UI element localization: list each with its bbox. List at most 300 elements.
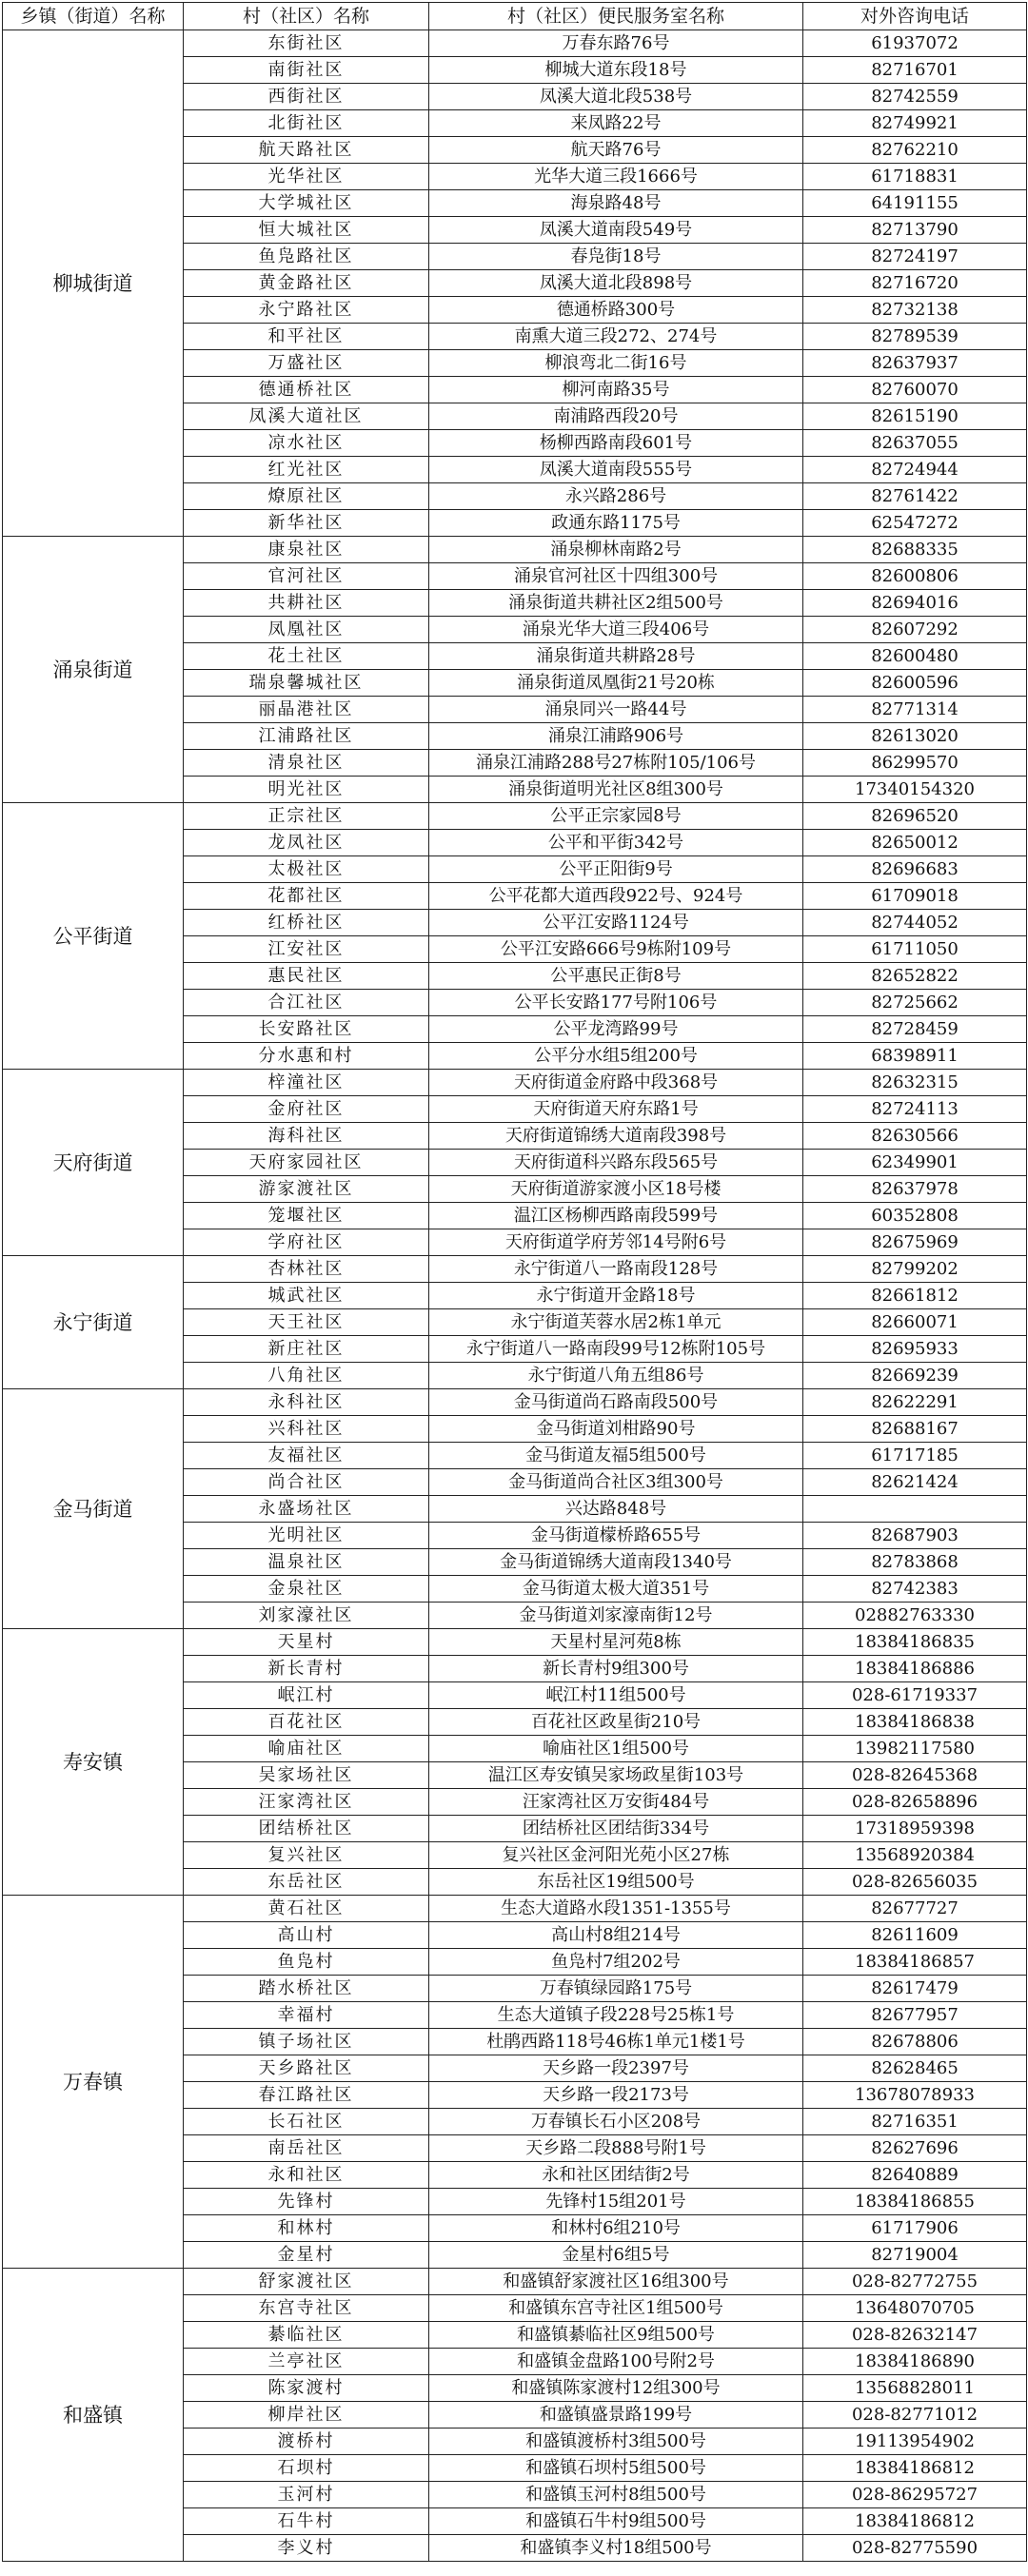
community-name: 城武社区 xyxy=(184,1283,429,1309)
office-address: 永兴路286号 xyxy=(429,483,803,510)
phone-number: 82725662 xyxy=(803,990,1027,1016)
phone-number: 82762210 xyxy=(803,137,1027,164)
office-address: 公平江安路666号9栋附109号 xyxy=(429,936,803,963)
phone-number: 82630566 xyxy=(803,1123,1027,1150)
community-name: 东宫寺社区 xyxy=(184,2295,429,2322)
office-address: 海泉路48号 xyxy=(429,190,803,217)
community-name: 万盛社区 xyxy=(184,350,429,377)
office-address: 生态大道路水段1351-1355号 xyxy=(429,1896,803,1922)
town-name: 金马街道 xyxy=(3,1389,184,1629)
community-name: 黄石社区 xyxy=(184,1896,429,1922)
office-address: 永宁街道芙蓉水居2栋1单元 xyxy=(429,1309,803,1336)
community-name: 八角社区 xyxy=(184,1363,429,1389)
phone-number: 61717906 xyxy=(803,2215,1027,2242)
community-name: 汪家湾社区 xyxy=(184,1789,429,1816)
office-address: 永宁街道八一路南段128号 xyxy=(429,1256,803,1283)
community-name: 分水惠和村 xyxy=(184,1043,429,1070)
community-name: 合江社区 xyxy=(184,990,429,1016)
community-name: 金星村 xyxy=(184,2242,429,2269)
phone-number: 82688167 xyxy=(803,1416,1027,1443)
community-name: 长石社区 xyxy=(184,2109,429,2135)
community-name: 东街社区 xyxy=(184,30,429,57)
table-header-row xyxy=(3,3,1027,30)
community-name: 花土社区 xyxy=(184,643,429,670)
community-name: 兴科社区 xyxy=(184,1416,429,1443)
table-row xyxy=(3,1070,1027,1096)
community-name: 凉水社区 xyxy=(184,430,429,457)
phone-number: 19113954902 xyxy=(803,2429,1027,2455)
phone-number: 82695933 xyxy=(803,1336,1027,1363)
office-address: 公平花都大道西段922号、924号 xyxy=(429,883,803,910)
phone-number: 18384186890 xyxy=(803,2349,1027,2375)
community-name: 尚合社区 xyxy=(184,1469,429,1496)
office-address: 公平正阳街9号 xyxy=(429,856,803,883)
community-name: 天府家园社区 xyxy=(184,1150,429,1176)
phone-number: 82687903 xyxy=(803,1523,1027,1549)
community-name: 西街社区 xyxy=(184,84,429,110)
office-address: 天府街道科兴路东段565号 xyxy=(429,1150,803,1176)
phone-number: 13648070705 xyxy=(803,2295,1027,2322)
office-address: 百花社区政星街210号 xyxy=(429,1709,803,1736)
phone-number: 82650012 xyxy=(803,830,1027,856)
office-address: 岷江村11组500号 xyxy=(429,1682,803,1709)
community-name: 踏水桥社区 xyxy=(184,1976,429,2002)
phone-number: 82677957 xyxy=(803,2002,1027,2029)
office-address: 和盛镇綦临社区9组500号 xyxy=(429,2322,803,2349)
phone-number: 82637055 xyxy=(803,430,1027,457)
office-address: 光华大道三段1666号 xyxy=(429,164,803,190)
community-name: 复兴社区 xyxy=(184,1842,429,1869)
phone-number: 62547272 xyxy=(803,510,1027,537)
office-address: 汪家湾社区万安街484号 xyxy=(429,1789,803,1816)
community-name: 花都社区 xyxy=(184,883,429,910)
phone-number: 18384186855 xyxy=(803,2189,1027,2215)
office-address: 天府街道天府东路1号 xyxy=(429,1096,803,1123)
office-address: 涌泉街道共耕社区2组500号 xyxy=(429,590,803,617)
office-address: 金星村6组5号 xyxy=(429,2242,803,2269)
office-address: 涌泉官河社区十四组300号 xyxy=(429,563,803,590)
office-address: 生态大道镇子段228号25栋1号 xyxy=(429,2002,803,2029)
header-town: 乡镇（街道）名称 xyxy=(3,3,184,30)
office-address: 天府街道锦绣大道南段398号 xyxy=(429,1123,803,1150)
office-address: 金马街道刘柑路90号 xyxy=(429,1416,803,1443)
phone-number: 18384186857 xyxy=(803,1949,1027,1976)
town-name: 天府街道 xyxy=(3,1070,184,1256)
community-name: 游家渡社区 xyxy=(184,1176,429,1203)
community-name: 惠民社区 xyxy=(184,963,429,990)
community-name: 天王社区 xyxy=(184,1309,429,1336)
phone-number: 82637937 xyxy=(803,350,1027,377)
phone-number xyxy=(803,1496,1027,1523)
table-row xyxy=(3,30,1027,57)
phone-number: 82744052 xyxy=(803,910,1027,936)
community-name: 柳岸社区 xyxy=(184,2402,429,2429)
office-address: 金马街道尚合社区3组300号 xyxy=(429,1469,803,1496)
office-address: 天乡路一段2397号 xyxy=(429,2055,803,2082)
office-address: 德通桥路300号 xyxy=(429,297,803,324)
phone-number: 86299570 xyxy=(803,750,1027,777)
phone-number: 82696520 xyxy=(803,803,1027,830)
phone-number: 02882763330 xyxy=(803,1603,1027,1629)
phone-number: 82607292 xyxy=(803,617,1027,643)
phone-number: 82675969 xyxy=(803,1229,1027,1256)
office-address: 金马街道檬桥路655号 xyxy=(429,1523,803,1549)
phone-number: 68398911 xyxy=(803,1043,1027,1070)
phone-number: 62349901 xyxy=(803,1150,1027,1176)
office-address: 复兴社区金河阳光苑小区27栋 xyxy=(429,1842,803,1869)
phone-number: 82600480 xyxy=(803,643,1027,670)
table-row xyxy=(3,1256,1027,1283)
phone-number: 82600806 xyxy=(803,563,1027,590)
office-address: 高山村8组214号 xyxy=(429,1922,803,1949)
table-row xyxy=(3,1896,1027,1922)
office-address: 温江区杨柳西路南段599号 xyxy=(429,1203,803,1229)
phone-number: 18384186812 xyxy=(803,2508,1027,2535)
town-name: 涌泉街道 xyxy=(3,537,184,803)
office-address: 涌泉街道凤凰街21号20栋 xyxy=(429,670,803,697)
community-name: 梓潼社区 xyxy=(184,1070,429,1096)
town-name: 和盛镇 xyxy=(3,2269,184,2562)
community-name: 海科社区 xyxy=(184,1123,429,1150)
office-address: 万春镇绿园路175号 xyxy=(429,1976,803,2002)
table-body xyxy=(3,30,1027,2562)
phone-number: 61711050 xyxy=(803,936,1027,963)
office-address: 杨柳西路南段601号 xyxy=(429,430,803,457)
community-name: 綦临社区 xyxy=(184,2322,429,2349)
community-name: 岷江村 xyxy=(184,1682,429,1709)
office-address: 涌泉街道共耕路28号 xyxy=(429,643,803,670)
phone-number: 82637978 xyxy=(803,1176,1027,1203)
phone-number: 82724197 xyxy=(803,244,1027,270)
phone-number: 13678078933 xyxy=(803,2082,1027,2109)
phone-number: 82716351 xyxy=(803,2109,1027,2135)
phone-number: 18384186838 xyxy=(803,1709,1027,1736)
community-name: 吴家场社区 xyxy=(184,1762,429,1789)
phone-number: 82640889 xyxy=(803,2162,1027,2189)
phone-number: 82742383 xyxy=(803,1576,1027,1603)
phone-number: 82713790 xyxy=(803,217,1027,244)
phone-number: 13568828011 xyxy=(803,2375,1027,2402)
community-name: 恒大城社区 xyxy=(184,217,429,244)
phone-number: 61937072 xyxy=(803,30,1027,57)
community-name: 红桥社区 xyxy=(184,910,429,936)
office-address: 金马街道太极大道351号 xyxy=(429,1576,803,1603)
community-name: 南街社区 xyxy=(184,57,429,84)
phone-number: 82669239 xyxy=(803,1363,1027,1389)
office-address: 南熏大道三段272、274号 xyxy=(429,324,803,350)
office-address: 永宁街道八角五组86号 xyxy=(429,1363,803,1389)
phone-number: 64191155 xyxy=(803,190,1027,217)
community-name: 康泉社区 xyxy=(184,537,429,563)
phone-number: 82660071 xyxy=(803,1309,1027,1336)
office-address: 公平长安路177号附106号 xyxy=(429,990,803,1016)
phone-number: 028-82658896 xyxy=(803,1789,1027,1816)
header-community: 村（社区）名称 xyxy=(184,3,429,30)
office-address: 凤溪大道南段549号 xyxy=(429,217,803,244)
community-name: 高山村 xyxy=(184,1922,429,1949)
office-address: 喻庙社区1组500号 xyxy=(429,1736,803,1762)
office-address: 天府街道游家渡小区18号楼 xyxy=(429,1176,803,1203)
office-address: 和盛镇东宫寺社区1组500号 xyxy=(429,2295,803,2322)
community-name: 明光社区 xyxy=(184,777,429,803)
office-address: 团结桥社区团结街334号 xyxy=(429,1816,803,1842)
table-row xyxy=(3,537,1027,563)
community-name: 百花社区 xyxy=(184,1709,429,1736)
community-name: 幸福村 xyxy=(184,2002,429,2029)
phone-number: 82742559 xyxy=(803,84,1027,110)
phone-number: 60352808 xyxy=(803,1203,1027,1229)
office-address: 公平正宗家园8号 xyxy=(429,803,803,830)
community-name: 先锋村 xyxy=(184,2189,429,2215)
phone-number: 82611609 xyxy=(803,1922,1027,1949)
phone-number: 13982117580 xyxy=(803,1736,1027,1762)
phone-number: 82696683 xyxy=(803,856,1027,883)
community-name: 太极社区 xyxy=(184,856,429,883)
office-address: 永宁街道开金路18号 xyxy=(429,1283,803,1309)
service-office-table xyxy=(2,2,1027,2562)
office-address: 金马街道友福5组500号 xyxy=(429,1443,803,1469)
phone-number: 82600596 xyxy=(803,670,1027,697)
community-name: 天乡路社区 xyxy=(184,2055,429,2082)
community-name: 永宁路社区 xyxy=(184,297,429,324)
phone-number: 82677727 xyxy=(803,1896,1027,1922)
office-address: 永宁街道八一路南段99号12栋附105号 xyxy=(429,1336,803,1363)
community-name: 凤凰社区 xyxy=(184,617,429,643)
office-address: 鱼凫村7组202号 xyxy=(429,1949,803,1976)
phone-number: 82728459 xyxy=(803,1016,1027,1043)
phone-number: 18384186812 xyxy=(803,2455,1027,2482)
office-address: 航天路76号 xyxy=(429,137,803,164)
phone-number: 82652822 xyxy=(803,963,1027,990)
town-name: 寿安镇 xyxy=(3,1629,184,1896)
phone-number: 028-82772755 xyxy=(803,2269,1027,2295)
office-address: 和盛镇陈家渡村12组300号 xyxy=(429,2375,803,2402)
community-name: 鱼凫路社区 xyxy=(184,244,429,270)
office-address: 天府街道学府芳邻14号附6号 xyxy=(429,1229,803,1256)
phone-number: 82760070 xyxy=(803,377,1027,403)
phone-number: 82749921 xyxy=(803,110,1027,137)
community-name: 南岳社区 xyxy=(184,2135,429,2162)
community-name: 永科社区 xyxy=(184,1389,429,1416)
office-address: 政通东路1175号 xyxy=(429,510,803,537)
phone-number: 17340154320 xyxy=(803,777,1027,803)
office-address: 和盛镇渡桥村3组500号 xyxy=(429,2429,803,2455)
header-office: 村（社区）便民服务室名称 xyxy=(429,3,803,30)
phone-number: 82789539 xyxy=(803,324,1027,350)
office-address: 新长青村9组300号 xyxy=(429,1656,803,1682)
community-name: 新华社区 xyxy=(184,510,429,537)
community-name: 永盛场社区 xyxy=(184,1496,429,1523)
community-name: 凤溪大道社区 xyxy=(184,403,429,430)
phone-number: 82622291 xyxy=(803,1389,1027,1416)
phone-number: 82719004 xyxy=(803,2242,1027,2269)
office-address: 公平江安路1124号 xyxy=(429,910,803,936)
office-address: 杜鹃西路118号46栋1单元1楼1号 xyxy=(429,2029,803,2055)
community-name: 正宗社区 xyxy=(184,803,429,830)
town-name: 万春镇 xyxy=(3,1896,184,2269)
phone-number: 82688335 xyxy=(803,537,1027,563)
phone-number: 028-82645368 xyxy=(803,1762,1027,1789)
office-address: 和盛镇石坝村5组500号 xyxy=(429,2455,803,2482)
phone-number: 028-61719337 xyxy=(803,1682,1027,1709)
community-name: 新长青村 xyxy=(184,1656,429,1682)
office-address: 春凫街18号 xyxy=(429,244,803,270)
community-name: 光明社区 xyxy=(184,1523,429,1549)
phone-number: 028-82656035 xyxy=(803,1869,1027,1896)
office-address: 东岳社区19组500号 xyxy=(429,1869,803,1896)
phone-number: 82661812 xyxy=(803,1283,1027,1309)
community-name: 李义村 xyxy=(184,2535,429,2562)
community-name: 镇子场社区 xyxy=(184,2029,429,2055)
office-address: 涌泉光华大道三段406号 xyxy=(429,617,803,643)
community-name: 春江路社区 xyxy=(184,2082,429,2109)
community-name: 温泉社区 xyxy=(184,1549,429,1576)
office-address: 和盛镇玉河村8组500号 xyxy=(429,2482,803,2508)
office-address: 公平惠民正街8号 xyxy=(429,963,803,990)
community-name: 长安路社区 xyxy=(184,1016,429,1043)
office-address: 公平分水组5组200号 xyxy=(429,1043,803,1070)
office-address: 永和社区团结街2号 xyxy=(429,2162,803,2189)
phone-number: 82628465 xyxy=(803,2055,1027,2082)
office-address: 金马街道锦绣大道南段1340号 xyxy=(429,1549,803,1576)
office-address: 先锋村15组201号 xyxy=(429,2189,803,2215)
phone-number: 82621424 xyxy=(803,1469,1027,1496)
community-name: 天星村 xyxy=(184,1629,429,1656)
community-name: 兰亭社区 xyxy=(184,2349,429,2375)
phone-number: 028-82775590 xyxy=(803,2535,1027,2562)
office-address: 凤溪大道北段538号 xyxy=(429,84,803,110)
community-name: 黄金路社区 xyxy=(184,270,429,297)
office-address: 天乡路一段2173号 xyxy=(429,2082,803,2109)
community-name: 笼堰社区 xyxy=(184,1203,429,1229)
office-address: 凤溪大道南段555号 xyxy=(429,457,803,483)
community-name: 北街社区 xyxy=(184,110,429,137)
office-address: 柳河南路35号 xyxy=(429,377,803,403)
table-row xyxy=(3,1629,1027,1656)
office-address: 金马街道尚石路南段500号 xyxy=(429,1389,803,1416)
phone-number: 82732138 xyxy=(803,297,1027,324)
community-name: 共耕社区 xyxy=(184,590,429,617)
community-name: 清泉社区 xyxy=(184,750,429,777)
office-address: 兴达路848号 xyxy=(429,1496,803,1523)
office-address: 柳城大道东段18号 xyxy=(429,57,803,84)
office-address: 涌泉江浦路906号 xyxy=(429,723,803,750)
community-name: 刘家濠社区 xyxy=(184,1603,429,1629)
community-name: 龙凤社区 xyxy=(184,830,429,856)
community-name: 红光社区 xyxy=(184,457,429,483)
phone-number: 82678806 xyxy=(803,2029,1027,2055)
community-name: 新庄社区 xyxy=(184,1336,429,1363)
phone-number: 13568920384 xyxy=(803,1842,1027,1869)
community-name: 和平社区 xyxy=(184,324,429,350)
community-name: 渡桥村 xyxy=(184,2429,429,2455)
community-name: 江浦路社区 xyxy=(184,723,429,750)
phone-number: 82694016 xyxy=(803,590,1027,617)
community-name: 和林村 xyxy=(184,2215,429,2242)
phone-number: 82627696 xyxy=(803,2135,1027,2162)
community-name: 金泉社区 xyxy=(184,1576,429,1603)
community-name: 瑞泉馨城社区 xyxy=(184,670,429,697)
office-address: 凤溪大道北段898号 xyxy=(429,270,803,297)
office-address: 南浦路西段20号 xyxy=(429,403,803,430)
office-address: 和林村6组210号 xyxy=(429,2215,803,2242)
phone-number: 028-82771012 xyxy=(803,2402,1027,2429)
office-address: 金马街道刘家濠南街12号 xyxy=(429,1603,803,1629)
community-name: 陈家渡村 xyxy=(184,2375,429,2402)
town-name: 公平街道 xyxy=(3,803,184,1070)
phone-number: 82617479 xyxy=(803,1976,1027,2002)
phone-number: 18384186835 xyxy=(803,1629,1027,1656)
office-address: 和盛镇盛景路199号 xyxy=(429,2402,803,2429)
office-address: 公平龙湾路99号 xyxy=(429,1016,803,1043)
community-name: 舒家渡社区 xyxy=(184,2269,429,2295)
community-name: 光华社区 xyxy=(184,164,429,190)
phone-number: 82613020 xyxy=(803,723,1027,750)
community-name: 航天路社区 xyxy=(184,137,429,164)
table-row xyxy=(3,803,1027,830)
community-name: 官河社区 xyxy=(184,563,429,590)
office-address: 天府街道金府路中段368号 xyxy=(429,1070,803,1096)
community-name: 杏林社区 xyxy=(184,1256,429,1283)
office-address: 和盛镇金盘路100号附2号 xyxy=(429,2349,803,2375)
community-name: 德通桥社区 xyxy=(184,377,429,403)
office-address: 和盛镇舒家渡社区16组300号 xyxy=(429,2269,803,2295)
office-address: 和盛镇石牛村9组500号 xyxy=(429,2508,803,2535)
phone-number: 82615190 xyxy=(803,403,1027,430)
community-name: 金府社区 xyxy=(184,1096,429,1123)
office-address: 涌泉街道明光社区8组300号 xyxy=(429,777,803,803)
office-address: 温江区寿安镇吴家场政星街103号 xyxy=(429,1762,803,1789)
community-name: 石牛村 xyxy=(184,2508,429,2535)
office-address: 万春镇长石小区208号 xyxy=(429,2109,803,2135)
phone-number: 82799202 xyxy=(803,1256,1027,1283)
office-address: 来凤路22号 xyxy=(429,110,803,137)
office-address: 柳浪弯北二街16号 xyxy=(429,350,803,377)
community-name: 永和社区 xyxy=(184,2162,429,2189)
community-name: 东岳社区 xyxy=(184,1869,429,1896)
header-phone: 对外咨询电话 xyxy=(803,3,1027,30)
phone-number: 82724944 xyxy=(803,457,1027,483)
office-address: 天乡路二段888号附1号 xyxy=(429,2135,803,2162)
office-address: 涌泉柳林南路2号 xyxy=(429,537,803,563)
phone-number: 82724113 xyxy=(803,1096,1027,1123)
community-name: 大学城社区 xyxy=(184,190,429,217)
phone-number: 61709018 xyxy=(803,883,1027,910)
office-address: 万春东路76号 xyxy=(429,30,803,57)
phone-number: 82716720 xyxy=(803,270,1027,297)
community-name: 鱼凫村 xyxy=(184,1949,429,1976)
community-name: 喻庙社区 xyxy=(184,1736,429,1762)
phone-number: 82716701 xyxy=(803,57,1027,84)
phone-number: 82783868 xyxy=(803,1549,1027,1576)
phone-number: 82632315 xyxy=(803,1070,1027,1096)
community-name: 燎原社区 xyxy=(184,483,429,510)
community-name: 石坝村 xyxy=(184,2455,429,2482)
community-name: 丽晶港社区 xyxy=(184,697,429,723)
office-address: 公平和平街342号 xyxy=(429,830,803,856)
office-address: 涌泉江浦路288号27栋附105/106号 xyxy=(429,750,803,777)
phone-number: 028-86295727 xyxy=(803,2482,1027,2508)
phone-number: 82771314 xyxy=(803,697,1027,723)
office-address: 天星村星河苑8栋 xyxy=(429,1629,803,1656)
community-name: 玉河村 xyxy=(184,2482,429,2508)
phone-number: 61717185 xyxy=(803,1443,1027,1469)
town-name: 柳城街道 xyxy=(3,30,184,537)
phone-number: 17318959398 xyxy=(803,1816,1027,1842)
community-name: 友福社区 xyxy=(184,1443,429,1469)
phone-number: 82761422 xyxy=(803,483,1027,510)
office-address: 和盛镇李义村18组500号 xyxy=(429,2535,803,2562)
